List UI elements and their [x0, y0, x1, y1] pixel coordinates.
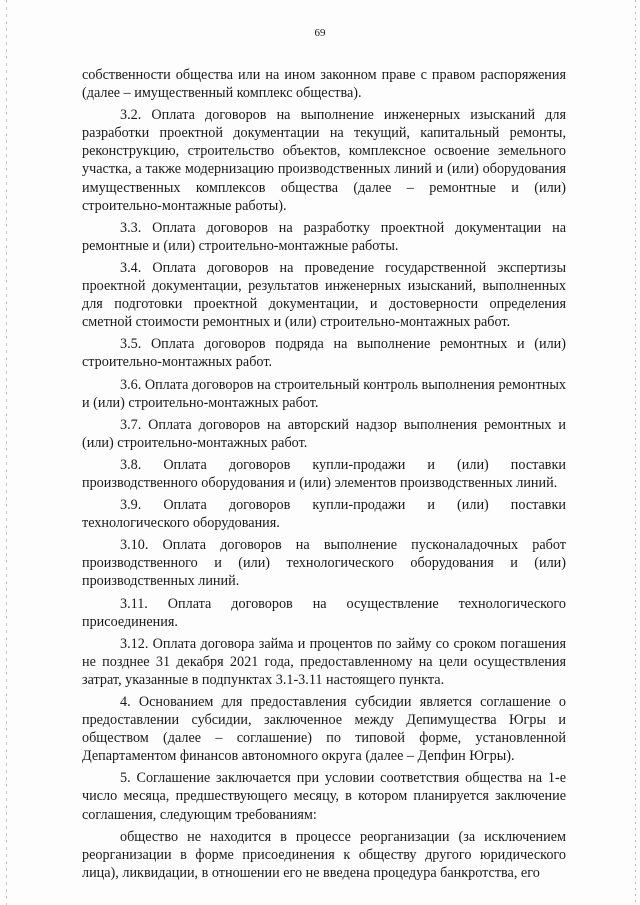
paragraph-3-12: 3.12. Оплата договора займа и процентов по займу со сроком погашения не позднее 31 декабря 2021 года, предоставленному на цели осуществления затрат, указанные в подпунктах 3.1-3.11 настоящего пункта.: [82, 635, 566, 688]
paragraph-3-8: 3.8. Оплата договоров купли-продажи и (или) поставки производственного оборудования и (или) элементов производственных линий.: [82, 456, 566, 491]
paragraph-requirement-1: общество не находится в процессе реорганизации (за исключением реорганизации в форме присоединения к обществу другого юридического лица), ликвидации, в отношении его не введена процедура банкротства, его: [82, 828, 566, 881]
paragraph-3-10: 3.10. Оплата договоров на выполнение пусконаладочных работ производственного и (или) технологического оборудования и (или) производственных линий.: [82, 537, 566, 590]
scan-edge-left: [6, 0, 7, 905]
paragraph-3-5: 3.5. Оплата договоров подряда на выполнение ремонтных и (или) строительно-монтажных работ.: [82, 336, 566, 371]
paragraph-3-3: 3.3. Оплата договоров на разработку проектной документации на ремонтные и (или) строительно-монтажные работы.: [82, 219, 566, 254]
paragraph-3-6: 3.6. Оплата договоров на строительный контроль выполнения ремонтных и (или) строительно-монтажных работ.: [82, 376, 566, 411]
paragraph-3-9: 3.9. Оплата договоров купли-продажи и (или) поставки технологического оборудования.: [82, 497, 566, 532]
paragraph-3-2: 3.2. Оплата договоров на выполнение инженерных изысканий для разработки проектной документации на текущий, капитальный ремонты, реконструкцию, строительство объектов, комплексное освоение земельного участка, а также модернизацию производственных линий и (или) оборудования имущественных комплексов общества (далее – ремонтные и (или) строительно-монтажные работы).: [82, 107, 566, 214]
paragraph-3-4: 3.4. Оплата договоров на проведение государственной экспертизы проектной документации, результатов инженерных изысканий, выполненных для подготовки проектной документации, и достоверности определения сметной стоимости ремонтных и (или) строительно-монтажных работ.: [82, 259, 566, 331]
paragraph-4: 4. Основанием для предоставления субсидии является соглашение о предоставлении субсидии, заключенное между Депимущества Югры и обществом (далее – соглашение) по типовой форме, установленной Департаментом финансов автономного округа (далее – Депфин Югры).: [82, 694, 566, 765]
paragraph-continuation: собственности общества или на ином законном праве с правом распоряжения (далее – имущественный комплекс общества).: [82, 67, 566, 102]
document-body: [82, 66, 566, 882]
page-number: 69: [314, 27, 326, 39]
scan-edge-right: [635, 0, 636, 905]
paragraph-3-11: 3.11. Оплата договоров на осуществление технологического присоединения.: [82, 595, 566, 630]
paragraph-5: 5. Соглашение заключается при условии соответствия общества на 1-е число месяца, предшествующего месяцу, в котором планируется заключение соглашения, следующим требованиям:: [82, 770, 566, 823]
paragraph-3-7: 3.7. Оплата договоров на авторский надзор выполнения ремонтных и (или) строительно-монтажных работ.: [82, 416, 566, 451]
